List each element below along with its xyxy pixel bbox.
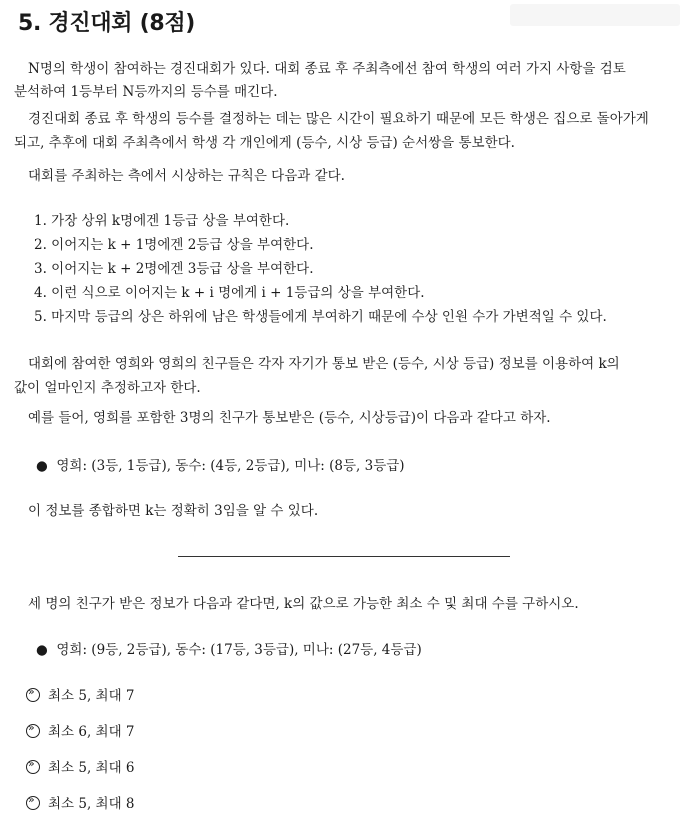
question-prompt: 세 명의 친구가 받은 정보가 다음과 같다면, k의 값으로 가능한 최소 수 및 최대 수를 구하시오. [28, 596, 579, 612]
option-marker-icon [26, 760, 40, 774]
option-label: 최소 5, 최대 7 [48, 688, 135, 704]
intro-p3: 대회를 주최하는 측에서 시상하는 규칙은 다음과 같다. [28, 168, 345, 184]
rule-item: 3. 이어지는 k + 2명에겐 3등급 상을 부여한다. [34, 261, 314, 277]
answer-option-3[interactable] [26, 756, 135, 776]
intro-p1-line2: 분석하여 1등부터 N등까지의 등수를 매긴다. [14, 84, 278, 100]
rule-item: 4. 이런 식으로 이어지는 k + i 명에게 i + 1등급의 상을 부여한다. [34, 285, 425, 301]
answer-option-1[interactable] [26, 684, 135, 704]
rule-item: 5. 마지막 등급의 상은 하위에 남은 학생들에게 부여하기 때문에 수상 인원 수가 가변적일 수 있다. [34, 309, 607, 325]
example-bullet-text: 영희: (3등, 1등급), 동수: (4등, 2등급), 미나: (8등, 3등급) [56, 458, 405, 474]
answer-option-4[interactable] [26, 792, 135, 812]
option-label: 최소 5, 최대 8 [48, 796, 135, 812]
rule-item: 2. 이어지는 k + 1명에겐 2등급 상을 부여한다. [34, 237, 314, 253]
option-label: 최소 6, 최대 7 [48, 724, 135, 740]
goal-line1: 대회에 참여한 영희와 영희의 친구들은 각자 자기가 통보 받은 (등수, 시상 등급) 정보를 이용하여 k의 [28, 356, 620, 372]
intro-p2-line2: 되고, 추후에 대회 주최측에서 학생 각 개인에게 (등수, 시상 등급) 순서쌍을 통보한다. [14, 135, 515, 151]
example-bullet [36, 454, 405, 474]
intro-p1-line1: N명의 학생이 참여하는 경진대회가 있다. 대회 종료 후 주최측에선 참여 학생의 여러 가지 사항을 검토 [28, 61, 626, 77]
problem-title: 5. 경진대회 (8점) [18, 11, 196, 36]
option-marker-icon [26, 724, 40, 738]
bullet-dot: ● [36, 458, 57, 474]
example-conclusion: 이 정보를 종합하면 k는 정확히 3임을 알 수 있다. [28, 503, 319, 519]
answer-option-2[interactable] [26, 720, 135, 740]
bullet-dot: ● [36, 642, 57, 658]
question-bullet-text: 영희: (9등, 2등급), 동수: (17등, 3등급), 미나: (27등, 4등급) [56, 642, 422, 658]
example-intro: 예를 들어, 영희를 포함한 3명의 친구가 통보받은 (등수, 시상등급)이 다음과 같다고 하자. [28, 410, 551, 426]
option-marker-icon [26, 688, 40, 702]
question-bullet [36, 638, 422, 658]
intro-p2-line1: 경진대회 종료 후 학생의 등수를 결정하는 데는 많은 시간이 필요하기 때문에 모든 학생은 집으로 돌아가게 [28, 111, 649, 127]
option-marker-icon [26, 796, 40, 810]
section-divider [178, 556, 510, 557]
header-bar [510, 4, 680, 26]
goal-line2: 값이 얼마인지 추정하고자 한다. [14, 380, 201, 396]
option-label: 최소 5, 최대 6 [48, 760, 135, 776]
rule-item: 1. 가장 상위 k명에겐 1등급 상을 부여한다. [34, 213, 290, 229]
